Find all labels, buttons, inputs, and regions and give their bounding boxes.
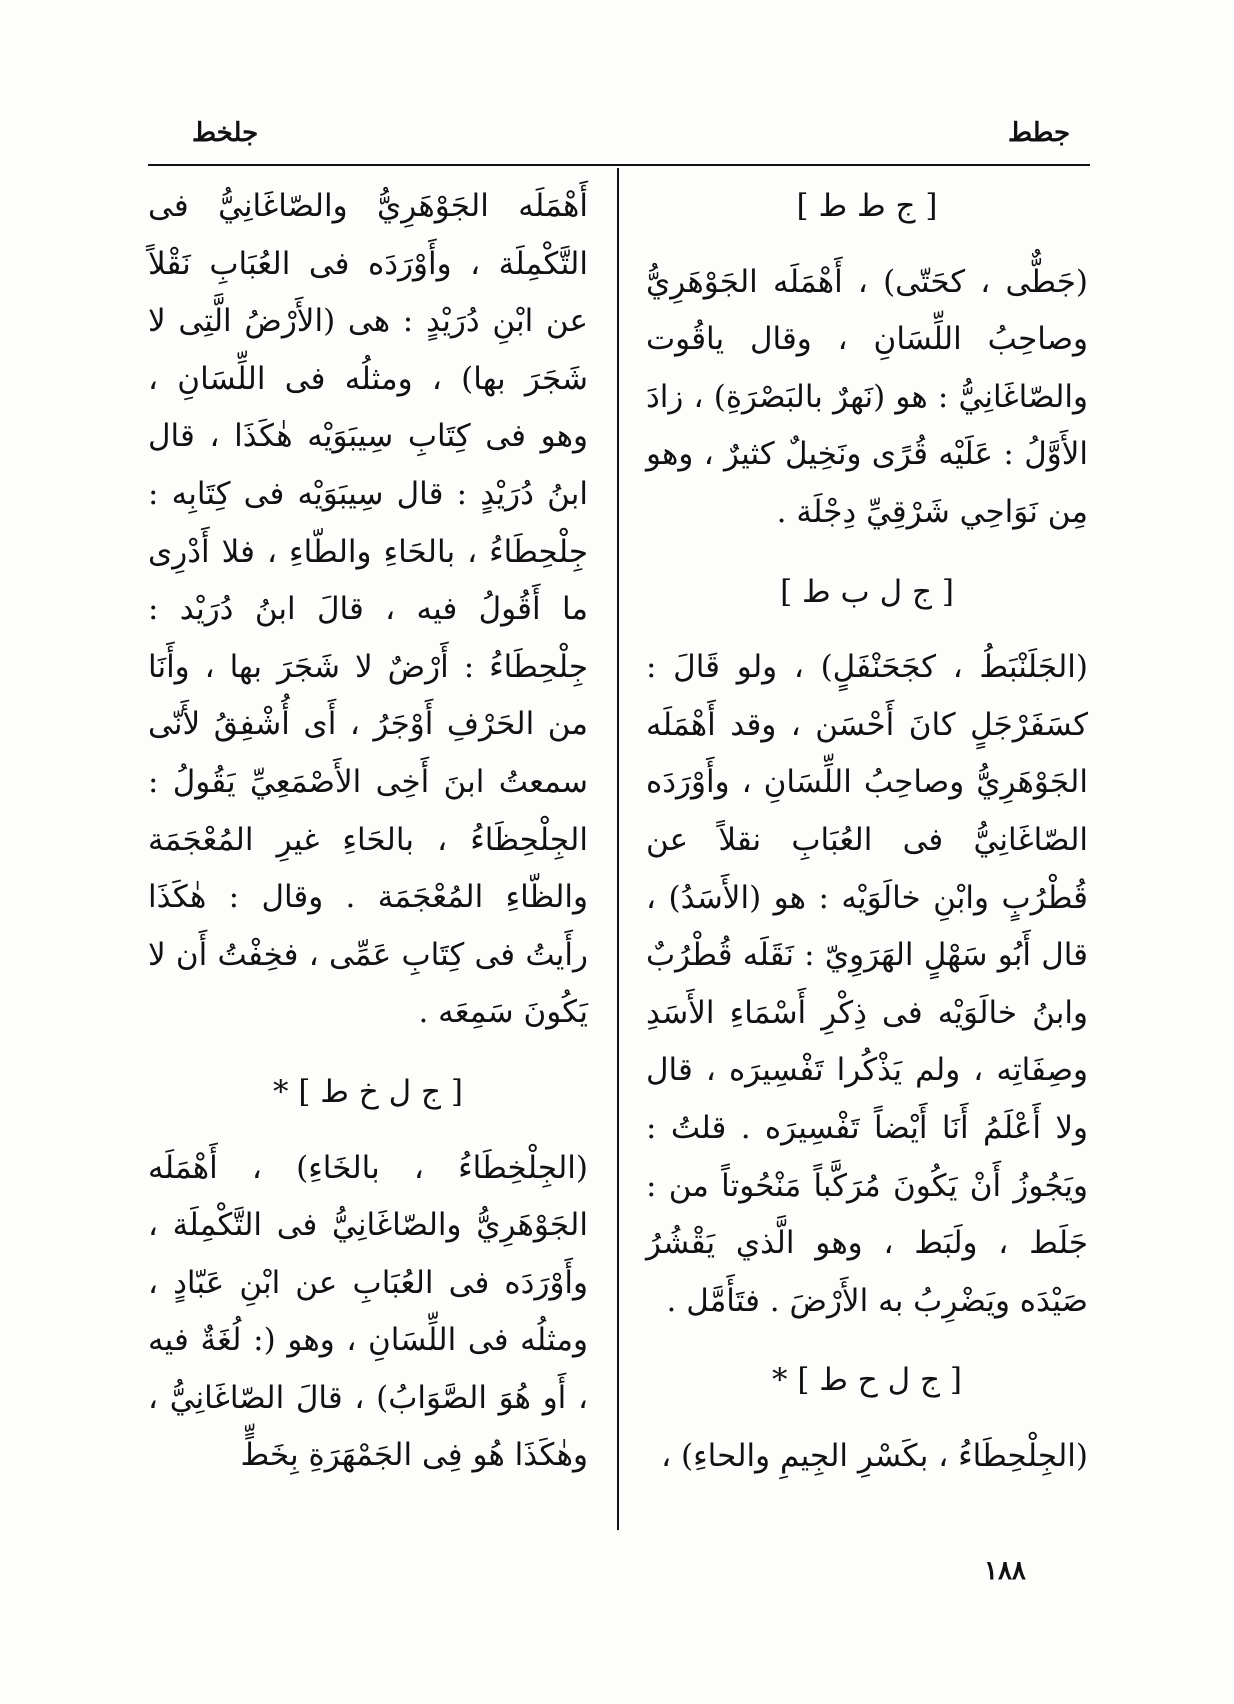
running-head-right: جطط xyxy=(1008,118,1071,148)
entry-text-jlkht: (الجِلْخِطَاءُ ، بالخَاءِ) ، أَهْمَلَه الجَوْهَرِيُّ والصّاغَانِيُّ فى التَّكْمِلَة ، وأَوْرَدَه فى العُبَابِ عن ابْنِ عَبّادٍ ، ومثلُه فى اللِّسَانِ ، وهو (: لُغَةٌ فيه ، أَو هُوَ الصَّوَابُ) ، قالَ الصّاغَانِيُّ ، وهٰكَذَا هُو فِى الجَمْهَرَةِ بِخَطٍّ xyxy=(148,1149,588,1474)
right-column xyxy=(646,178,1088,1485)
entry-heading-jtt: [ ج ط ط ] xyxy=(796,188,938,224)
entry-text-jtt: (جَطٌّى ، كحَتّى) ، أَهْمَلَه الجَوْهَرِيُّ وصاحِبُ اللِّسَانِ ، وقال ياقُوت والصّاغَانِيُّ : هو (نَهرٌ بالبَصْرَةِ) ، زادَ الأَوَّلُ : عَلَيْه قُرًى ونَخِيلٌ كثيرٌ ، وهو مِن نَوَاحِي شَرْقِيِّ دِجْلَة . xyxy=(646,263,1088,530)
entry-heading-jlbt: [ ج ل ب ط ] xyxy=(780,573,954,610)
entry-heading-jlkht: [ ج ل خ ط ] * xyxy=(272,1073,464,1110)
running-head-left: جلخط xyxy=(192,118,259,148)
header-rule xyxy=(148,164,1090,166)
entry-heading-jlht: [ ج ل ح ط ] * xyxy=(771,1362,963,1399)
entry-text-jlht: (الجِلْحِطَاءُ ، بكَسْرِ الجِيمِ والحاءِ) ، xyxy=(661,1437,1088,1474)
column-divider xyxy=(617,168,619,1530)
entry-text-jlht-continued: أَهْمَلَه الجَوْهَرِيُّ والصّاغَانِيُّ فى التَّكْمِلَة ، وأَوْرَدَه فى العُبَابِ نَقْلاً عن ابْنِ دُرَيْدٍ : هى (الأَرْضُ الَّتِى لا شَجَرَ بها) ، ومثلُه فى اللِّسَانِ ، وهو فى كِتَابِ سِيبَوَيْه هٰكَذَا ، قال ابنُ دُرَيْدٍ : قال سِيبَوَيْه فى كِتَابِه : جِلْحِطَاءُ ، بالحَاءِ والطّاءِ ، فلا أَدْرِى ما أَقُولُ فيه ، قالَ ابنُ دُرَيْد : جِلْحِطَاءُ : أَرْضٌ لا شَجَرَ بها ، وأَنَا من الحَرْفِ أَوْجَرُ ، أَى أُشْفِقُ لأَنّى سمعتُ ابنَ أَخِى الأَصْمَعِيِّ يَقُولُ : الجِلْحِظَاءُ ، بالحَاءِ غيرِ المُعْجَمَة والظّاءِ المُعْجَمَة . وقال : هٰكَذَا رأَيتُ فى كِتَابِ عَمِّى ، فخِفْتُ أَن لا يَكُونَ سَمِعَه . xyxy=(148,188,588,1031)
left-column xyxy=(148,178,588,1485)
entry-text-jlbt: (الجَلَنْبَطُ ، كجَحَنْفَلٍ) ، ولو قَالَ : كسَفَرْجَلٍ كانَ أَحْسَن ، وقد أَهْمَلَه الجَوْهَرِيُّ وصاحِبُ اللِّسَانِ ، وأَوْرَدَه الصّاغَانِيُّ فى العُبَابِ نقلاً عن قُطْرُبٍ وابْنِ خالَوَيْه : هو (الأَسَدُ) ، قال أَبُو سَهْلٍ الهَرَوِيّ : نَقَلَه قُطْرُبٌ وابنُ خالَوَيْه فى ذِكْرِ أَسْمَاءِ الأَسَدِ وصِفَاتِه ، ولم يَذْكُرا تَفْسِيرَه ، قال ولا أَعْلَمُ أَنَا أَيْضاً تَفْسِيرَه . قلتُ : ويَجُوزُ أَنْ يَكُونَ مُرَكَّباً مَنْحُوتاً من : جَلَط ، ولَبَط ، وهو الَّذي يَقْشُرُ صَيْدَه ويَضْرِبُ به الأَرْضَ . فتَأَمَّل . xyxy=(646,649,1088,1319)
page-number: ١٨٨ xyxy=(984,1556,1026,1586)
